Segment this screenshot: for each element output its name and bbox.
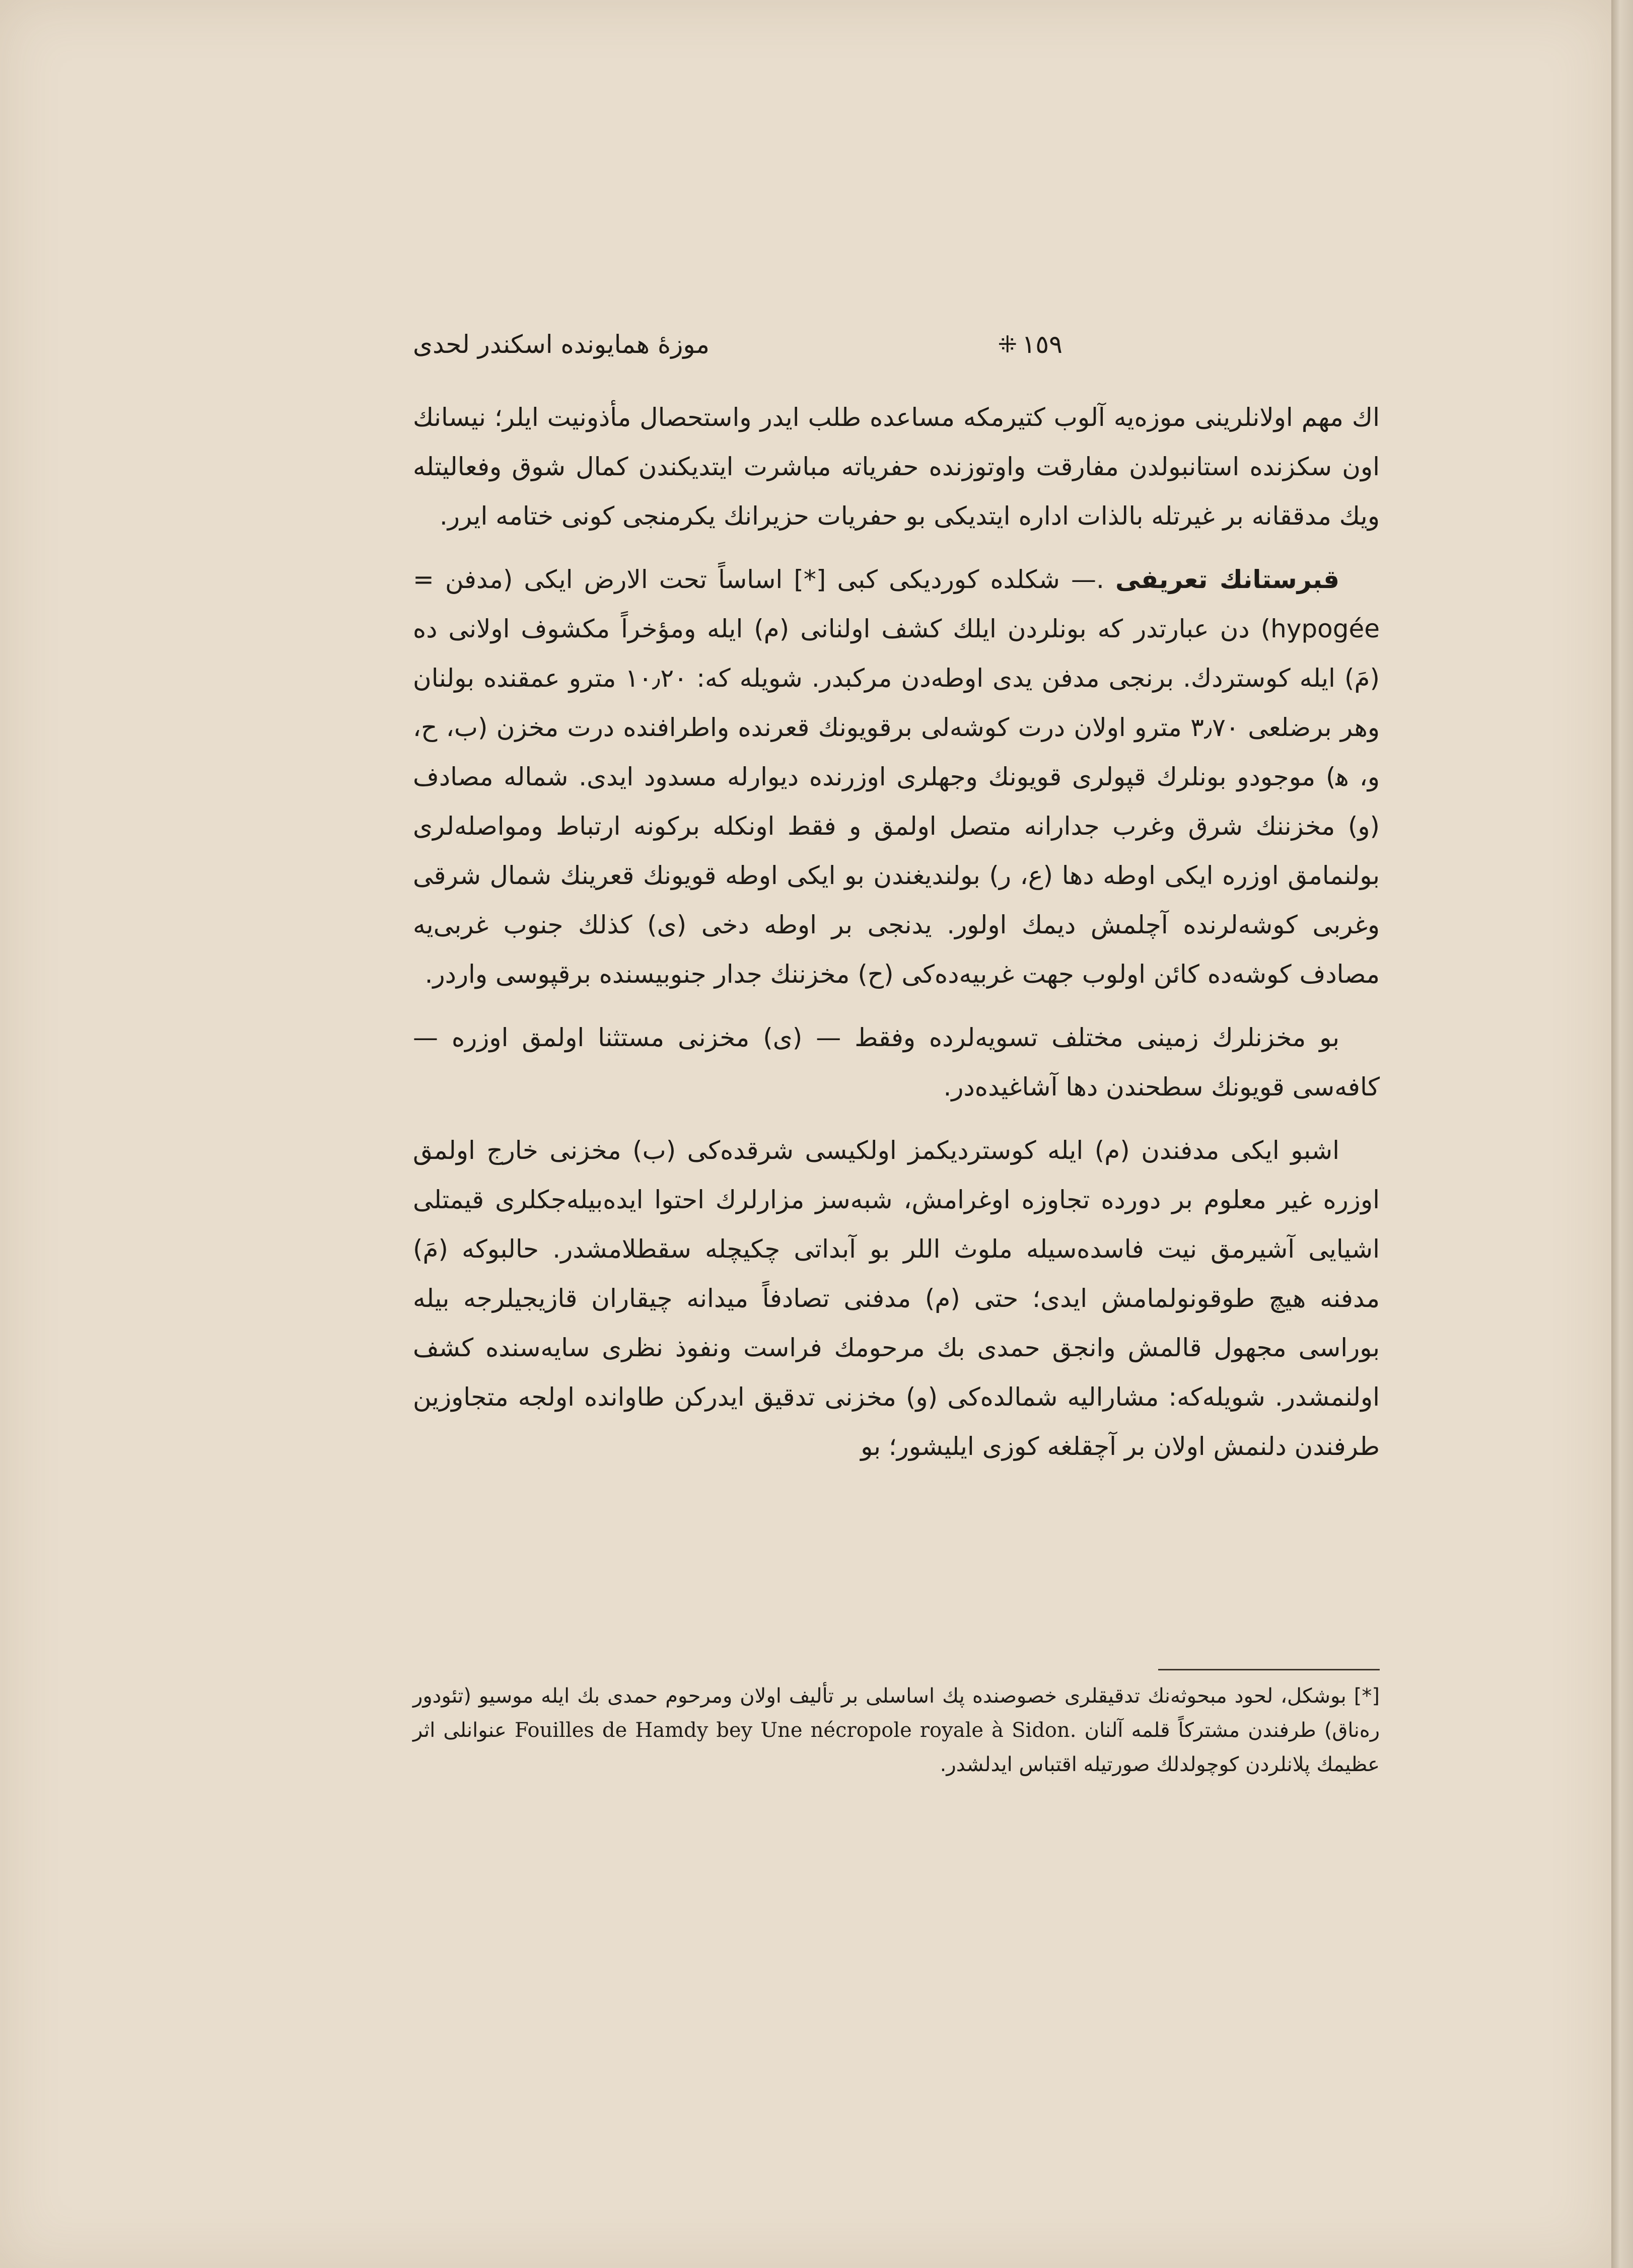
footnote-text-2: عنوانلی اثر عظیمك پلانلردن کوچولدلك صورتیله اقتباس ایدلشدر. [413, 1719, 1380, 1776]
ornament-icon: ⁜ [998, 331, 1017, 358]
paragraph-text: بو مخزنلرك زمینی مختلف تسویه‌لرده وفقط — (ی) مخزنی مستثنا اولمق اوزره — کافه‌سی قویونك سطحندن دها آشاغیده‌در. [413, 1023, 1380, 1102]
paragraph-text: اك مهم اولانلرینی موزه‌یه آلوب کتیرمکه مساعده طلب ایدر واستحصال مأذونیت ایلر؛ نیسانك اون سکزنده استانبولدن مفارقت واوتوزنده حفریاته مباشرت ایتدیکندن کمال شوق وفعالیتله ویك مدققانه بر غیرتله بالذات اداره ایتدیکی بو حفریات حزیرانك یکرمنجی کونی ختامه ایرر. [413, 403, 1380, 531]
footnote-marker: [*] [1354, 1685, 1380, 1708]
footnote [413, 1679, 1380, 1810]
paragraph-text: .— شکلده کوردیکی کبی [*] اساساً تحت الارض ایکی (مدفن = hypogée) دن عبارتدر که بونلردن ایلك کشف اولنانی (م) ایله ومؤخراً مکشوف اولانی ده (مَ) ایله کوستردك. برنجی مدفن یدی اوطه‌دن مرکبدر. شویله که: ۱۰٫۲۰ مترو عمقنده بولنان وهر برضلعی ۳٫۷۰ مترو اولان درت کوشه‌لی برقویونك قعرنده واطرافنده درت مخزن (ب، ح، و، ﻫ) موجودو بونلرك قپولری قویونك وجهلری اوزرنده دیوارله مسدود ایدی. شماله مصادف (و) مخزننك شرق وغرب جدارانه متصل اولمق و فقط اونکله برکونه ارتباط ومواصله‌لری بولنمامق اوزره ایکی اوطه دها (ع، ر) بولندیغندن بو ایکی اوطه قویونك قعرینك شمال شرقی وغربی کوشه‌لرنده آچلمش دیمك اولور. یدنجی بر اوطه دخی (ی) کذلك جنوب غربی‌یه مصادف کوشه‌ده کائن اولوب جهت غربیه‌ده‌کی (ح) مخزننك جدار جنوبیسنده برقپوسی واردر. [413, 565, 1380, 989]
page-number: ١٥٩ [1022, 330, 1062, 359]
footnote-text-1: بوشکل، لحود مبحوثه‌نك تدقیقلری خصوصنده پك اساسلی بر تألیف اولان ومرحوم حمدی بك ایله موسیو (تئودور ره‌ناق) طرفندن مشترکاً قلمه آلنان [413, 1685, 1380, 1742]
page-edge [1611, 0, 1633, 2268]
footnote-latin-subtitle: Fouilles de Hamdy bey [514, 1719, 753, 1742]
paragraph-2 [413, 555, 1380, 999]
paragraph-text: اشبو ایکی مدفندن (م) ایله کوستردیکمز اولکیسی شرقده‌کی (ب) مخزنی خارج اولمق اوزره غیر معلوم بر دورده تجاوزه اوغرامش، شبه‌سز مزارلرك احتوا ایده‌بیله‌جکلری قیمتلی اشیایی آشیرمق نیت فاسده‌سیله ملوث اللر بو آبداتی چکیچله سقطلامشدر. حالبوکه (مَ) مدفنه هیچ طوقونولمامش ایدی؛ حتی (م) مدفنی تصادفاً میدانه چیقاران قازیجیلرجه بیله بوراسی مجهول قالمش وانجق حمدی بك مرحومك فراست ونفوذ نظری سایه‌سنده کشف اولنمشدر. شویله‌که: مشارالیه شمالده‌کی (و) مخزنی تدقیق ایدرکن طاوانده اولجه متجاوزین طرفندن دلنمش اولان بر آچقلغه کوزی ایلیشور؛ بو [413, 1136, 1380, 1461]
body-text [413, 393, 1380, 1863]
footnote-latin-title: Une nécropole royale à Sidon. [760, 1719, 1077, 1742]
paragraph-3 [413, 1013, 1380, 1112]
page-header [413, 330, 1062, 375]
section-term: قبرستانك تعریفی [1115, 565, 1339, 594]
paragraph-1 [413, 393, 1380, 541]
footnote-divider [1158, 1669, 1380, 1670]
running-title: موزهٔ همایونده اسکندر لحدی [413, 330, 710, 359]
paragraph-4 [413, 1126, 1380, 1471]
